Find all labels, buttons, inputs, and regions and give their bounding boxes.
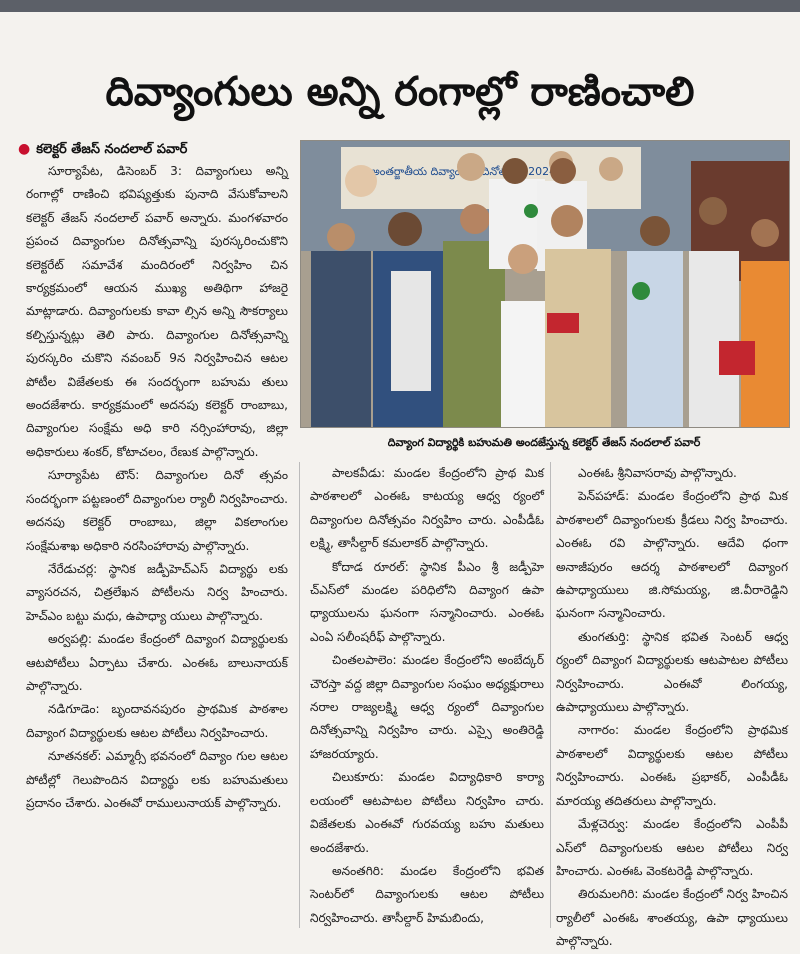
article-paragraph: పెన్‌పహాడ్: మండల కేంద్రంలోని ప్రాథ మిక పాఠశాలలో దివ్యాంగులకు క్రీడలు నిర్వ హించారు. ఎంఈఓ రవి పాల్గొన్నారు. ఆదేవి ధంగా అనాజీపురం ఆదర్శ పాఠశాలలో దివ్యాంగ ఉపాధ్యాయులు జి.సోమయ్య, జి.వీరారెడ్డిని ఘనంగా సన్మానించారు. <box>556 489 788 621</box>
photo-caption: దివ్యాంగ విద్యార్థికి బహుమతి అందజేస్తున్న కలెక్టర్ తేజస్ నందలాల్ పవార్ <box>387 436 701 449</box>
article-paragraph: నూతనకల్: ఎమ్మార్సీ భవనంలో దివ్యాం గుల ఆటల పోటీల్లో గెలుపొందిన విద్యార్థు లకు బహుమతులు ప్రదానం చేశారు. ఎంఈవో రాములునాయక్ పాల్గొన్నారు. <box>26 749 288 810</box>
article-paragraph: సూర్యాపేట టౌన్: దివ్యాంగుల దినో త్సవం సందర్భంగా పట్టణంలో దివ్యాంగుల ర్యాలీ నిర్వహించారు. అదనపు కలెక్టర్ రాంబాబు, జిల్లా వికలాంగుల సంక్షేమశాఖ అధికారి నరసింహారావు పాల్గొన్నారు. <box>26 468 288 553</box>
news-photo <box>300 140 790 428</box>
article-paragraph: నాగారం: మండల కేంద్రంలోని ప్రాథమిక పాఠశాలలో విద్యార్థులకు ఆటల పోటీలు నిర్వహించారు. ఎంఈఓ ప్రభాకర్, ఎంపీడీఓ మారయ్య తదితరులు పాల్గొన్నారు. <box>556 723 788 808</box>
article-paragraph: నడిగూడెం: బృందావనపురం ప్రాథమిక పాఠశాల దివ్యాంగ విద్యార్థులకు ఆటల పోటీలు నిర్వహించారు. <box>26 702 288 740</box>
article-paragraph: నేరేడుచర్ల: స్థానిక జడ్పీహెచ్ఎస్ విద్యార్థు లకు వ్యాసరచన, చిత్రలేఖన పోటీలను నిర్వ హించారు. హెచ్ఎం బట్టు మధు, ఉపాధ్యా యులు పాల్గొన్నారు. <box>26 561 288 623</box>
article-paragraph: చిలుకూరు: మండల విద్యాధికారి కార్యా లయంలో ఆటపాటల పోటీలు నిర్వహిం చారు. విజేతలకు ఎంఈవో గురవయ్య బహు మతులు అందజేశారు. <box>310 770 544 855</box>
column-divider <box>550 462 551 928</box>
byline-text: కలెక్టర్ తేజస్ నందలాల్ పవార్ <box>36 142 188 157</box>
article-column-1 <box>26 160 288 930</box>
bullet-icon: ● <box>18 141 31 157</box>
article-paragraph: ఎంఈఓ శ్రీనివాసరావు పాల్గొన్నారు. <box>578 466 737 480</box>
article-paragraph: పాలకవీడు: మండల కేంద్రంలోని ప్రాథ మిక పాఠశాలలో ఎంఈఓ కాటయ్య ఆధ్వ ర్యంలో దివ్యాంగుల దినోత్సవం నిర్వహిం చారు. ఎంపీడీఓ లక్ష్మి, తాసీల్దార్ కమలాకర్ పాల్గొన్నారు. <box>310 466 544 551</box>
article-paragraph: చింతలపాలెం: మండల కేంద్రంలోని అంబేద్కర్ చౌరస్తా వద్ద జిల్లా దివ్యాంగుల సంఘం అధ్యక్షురాలు నరాల రాజ్యలక్ష్మి ఆధ్వ ర్యంలో దివ్యాంగుల దినోత్సవాన్ని నిర్వహిం చారు. ఎస్సై అంతిరెడ్డి హాజరయ్యారు. <box>310 653 544 761</box>
photo-illustration <box>301 141 789 427</box>
top-bar <box>0 0 800 12</box>
article-paragraph: మేళ్లచెర్వు: మండల కేంద్రంలోని ఎంపీపీ ఎస్‌లో దివ్యాంగులకు ఆటల పోటీలు నిర్వ హించారు. ఎంఈఓ వెంకటరెడ్డి పాల్గొన్నారు. <box>556 817 788 878</box>
article-column-2 <box>310 462 544 930</box>
column-divider <box>299 462 300 928</box>
article-paragraph: అర్వపల్లి: మండల కేంద్రంలో దివ్యాంగ విద్యార్థులకు ఆటపోటీలు ఏర్పాటు చేశారు. ఎంఈఓ బాలునాయక్ పాల్గొన్నారు. <box>26 632 288 693</box>
article-paragraph: తుంగతుర్తి: స్థానిక భవిత సెంటర్ ఆధ్వ ర్యంలో దివ్యాంగ విద్యార్థులకు ఆటపాటల పోటీలు నిర్వహించారు. ఎంఈవో లింగయ్య, ఉపాధ్యాయులు పాల్గొన్నారు. <box>556 629 788 715</box>
newspaper-page <box>0 12 800 949</box>
banner-text: అంతర్జాతీయ దివ్యాంగుల 2024 <box>371 165 557 178</box>
article-column-3 <box>556 462 788 949</box>
article-paragraph: కోదాడ రూరల్: స్థానిక పీఎం శ్రీ జడ్పీహె చ్ఎస్‌లో మండల పరిధిలోని దివ్యాంగ ఉపా ధ్యాయులను ఘనంగా సన్మానించారు. ఎంఈఓ ఎంఏ సలీంషరీఫ్ పాల్గొన్నారు. <box>310 559 544 644</box>
headline: దివ్యాంగులు అన్ని రంగాల్లో రాణించాలి <box>105 69 695 115</box>
article-paragraph: అనంతగిరి: మండల కేంద్రంలోని భవిత సెంటర్‌లో దివ్యాంగులకు ఆటల పోటీలు నిర్వహించారు. తాసీల్దార్ హిమబిందు, <box>310 863 544 925</box>
article-paragraph: సూర్యాపేట, డిసెంబర్ 3: దివ్యాంగులు అన్ని రంగాల్లో రాణించి భవిష్యత్తుకు పునాది వేసుకోవాలని కలెక్టర్ తేజస్ నందలాల్ పవార్ అన్నారు. మంగళవారం ప్రపంచ దివ్యాంగుల దినోత్సవాన్ని పురస్కరించుకొని కలెక్టరేట్ సమావేశ మందిరంలో నిర్వహిం చిన కార్యక్రమంలో ఆయన ముఖ్య అతిథిగా హాజరై మాట్లాడారు. దివ్యాంగులకు కావా ల్సిన అన్ని సౌకర్యాలు కల్పిస్తున్నట్లు తెలి పారు. దివ్యాంగుల దినోత్సవాన్ని పురస్కరిం చుకొని నవంబర్ 9న నిర్వహించిన ఆటల పోటీల విజేతలకు ఈ సందర్భంగా బహుమ తులు అందజేశారు. కార్యక్రమంలో అదనపు కలెక్టర్ రాంబాబు, దివ్యాంగుల సంక్షేమ అధి కారి నర్సింహారావు, జిల్లా అధికారులు శంకర్, కోటాచలం, రేణుక పాల్గొన్నారు. <box>26 164 288 459</box>
byline <box>18 138 308 160</box>
article-paragraph: తిరుమలగిరి: మండల కేంద్రంలో నిర్వ హించిన ర్యాలీలో ఎంఈఓ శాంతయ్య, ఉపా ధ్యాయులు పాల్గొన్నారు. <box>556 887 788 949</box>
